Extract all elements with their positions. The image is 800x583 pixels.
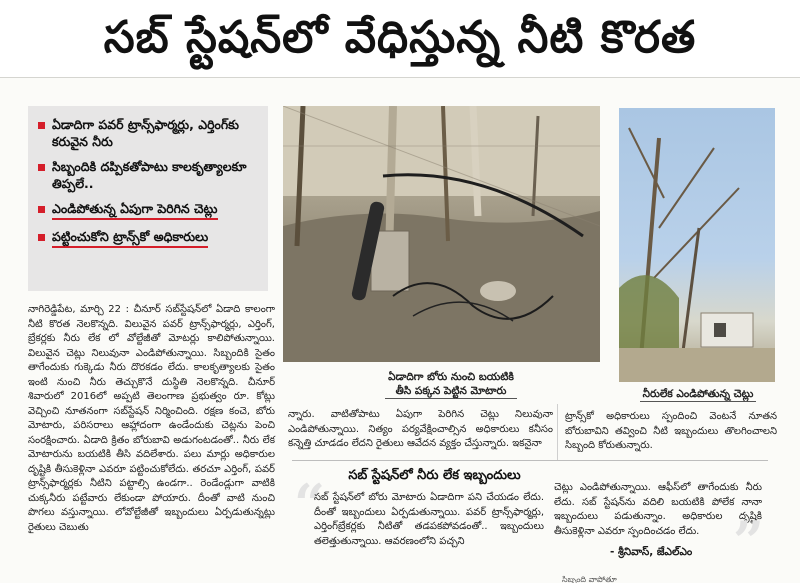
open-quote-icon: “ [294,472,326,536]
cut-off-footer-text: సిబ్బంది వాపోతూ [562,575,617,583]
highlight-text: ఏడాదిగా పవర్ ట్రాన్స్‌ఫార్మర్లు, ఎర్తింగ్‌కు కరువైన నీరు [52,117,240,149]
highlight-item [38,116,260,150]
highlight-text: పట్టించుకోని ట్రాన్స్‌కో అధికారులు [52,228,208,248]
quote-box [292,460,768,572]
quote-author: - శ్రీనివాస్, జేఎల్‌ఎం [610,546,693,558]
quote-text-right: చెట్లు ఎండిపోతున్నాయి. ఆఫీస్‌లో తాగేందుకు నీరు లేదు. సబ్ స్టేషన్‌ను వదిలి బయటికి పోలేక నానా ఇబ్బందులు పడుతున్నాం. అధికారుల దృష్టికి తీసుకెళ్లినా ఎవరూ స్పందించడం లేదు. [554,482,762,537]
highlight-item [38,200,260,220]
photo-caption-motor: ఏడాదిగా బోరు నుంచి బయటికి తీసి పక్కన పెట్టిన మోటారు [385,370,517,399]
motor-photo-illustration [283,106,600,362]
body-paragraph: ట్రాన్స్‌కో అధికారులు స్పందించి వెంటనే నూతన బోరుబావిని తవ్వించి నీటి ఇబ్బందులు తొలగించాలని సిబ్బంది కోరుతున్నారు. [565,411,777,451]
highlight-item [38,158,260,192]
close-quote-icon: ” [732,509,764,573]
quote-heading: సబ్ స్టేషన్‌లో నీరు లేక ఇబ్బందులు [348,468,521,483]
highlights-box [28,106,268,291]
article-headline: సబ్ స్టేషన్‌లో వేధిస్తున్న నీటి కొరత [103,12,697,63]
body-column-2 [288,408,553,452]
red-square-bullet-icon [38,206,45,213]
highlight-text: సిబ్బందికి దప్పికతోపాటు కాలకృత్యాలకూ తిప్పలే.. [52,159,247,191]
motor-photo [283,106,600,362]
highlight-text: ఎండిపోతున్న ఏపుగా పెరిగిన చెట్లు [52,200,218,220]
dry-trees-photo [619,108,775,382]
quote-text-left: సబ్ స్టేషన్‌లో బోరు మోటారు ఏడాదిగా పని చేయడం లేదు. దీంతో ఇబ్బందులు ఏర్పడుతున్నాయి. పవర్ ట్రాన్స్‌ఫార్మర్లు, ఎర్తింగ్‌బ్రేకర్లకు నీటితో తడపకపోవడంతో.. ఇబ్బందులు తలెత్తుతున్నాయి. ఆవరణంలోని పచ్చని [314,492,544,547]
red-square-bullet-icon [38,164,45,171]
body-column-1 [28,303,275,535]
headline-area [0,0,800,78]
highlight-item [38,228,260,248]
photo-caption-trees: నీరులేక ఎండిపోతున్న చెట్లు [640,387,756,402]
body-paragraph: న్నారు. వాటితోపాటు ఏపుగా పెరిగిన చెట్లు నిలువునా ఎండిపోతున్నాయి. నిత్యం పర్యవేక్షించాల్సిన అధికారులు కనీసం కన్నెత్తి చూడడం లేదని రైతులు ఆవేదన వ్యక్తం చేస్తున్నారు. ఇకనైనా [288,409,553,449]
column-divider [557,404,558,460]
body-column-3 [565,410,777,454]
body-paragraph: నాగిరెడ్డిపేట, మార్చి 22 : చీనూర్ సబ్‌స్టేషన్‌లో ఏడాది కాలంగా నీటి కొరత నెలకొన్నది. విలువైన పవర్ ట్రాన్స్‌ఫార్మర్లు, ఎర్తింగ్, బ్రేకర్లకు నీరు లేక లో వోల్టేజీతో మోటర్లు కాలిపోతున్నాయి. విలువైన చెట్లు నిలువునా ఎండిపోతున్నాయి. సిబ్బందికి సైతం తాగేందుకు గుక్కెడు నీరు దొరకడం లేదు. కాలకృత్యాలకు సైతం ఇంటి నుంచి నీరు తెచ్చుకొనే దుస్థితి నెలకొన్నది. చీనూర్ శివారులో 2016లో అప్పటి తెలంగాణ ప్రభుత్వం రూ. కోట్లు వెచ్చించి నూతనంగా సబ్‌స్టేషన్ నిర్మించింది. రక్షణ కంచె, బోరు మోటారు, పరిసరాలు ఆహ్లాదంగా ఉండేందుకు చెట్లను పెంచి సంరక్షించారు. ఏడాది క్రితం బోరుబావి అడుగంటడంతో.. నీరు లేక మోటారును బయటికి తీసి వదిలేశారు. పలు మార్లు అధికారుల దృష్టికి తీసుకెళ్లినా ఎవరూ పట్టించుకోలేదు. తరచూ ఎర్తింగ్, పవర్ ట్రాన్స్‌ఫార్మర్లకు నీటిని పట్టాల్సి ఉండగా.. రెండేండ్లుగా వాటికి చుక్కనీరు పట్టేవారు లేకుండా పోయారు. దీంతో వాటి నుంచి పొగలు వస్తున్నాయి. లోవోల్టేజీతో ఇబ్బందులు ఏర్పడుతున్నట్లు రైతులు చెబుతు [28,304,275,533]
red-square-bullet-icon [38,122,45,129]
dry-trees-illustration [619,108,775,382]
red-square-bullet-icon [38,234,45,241]
